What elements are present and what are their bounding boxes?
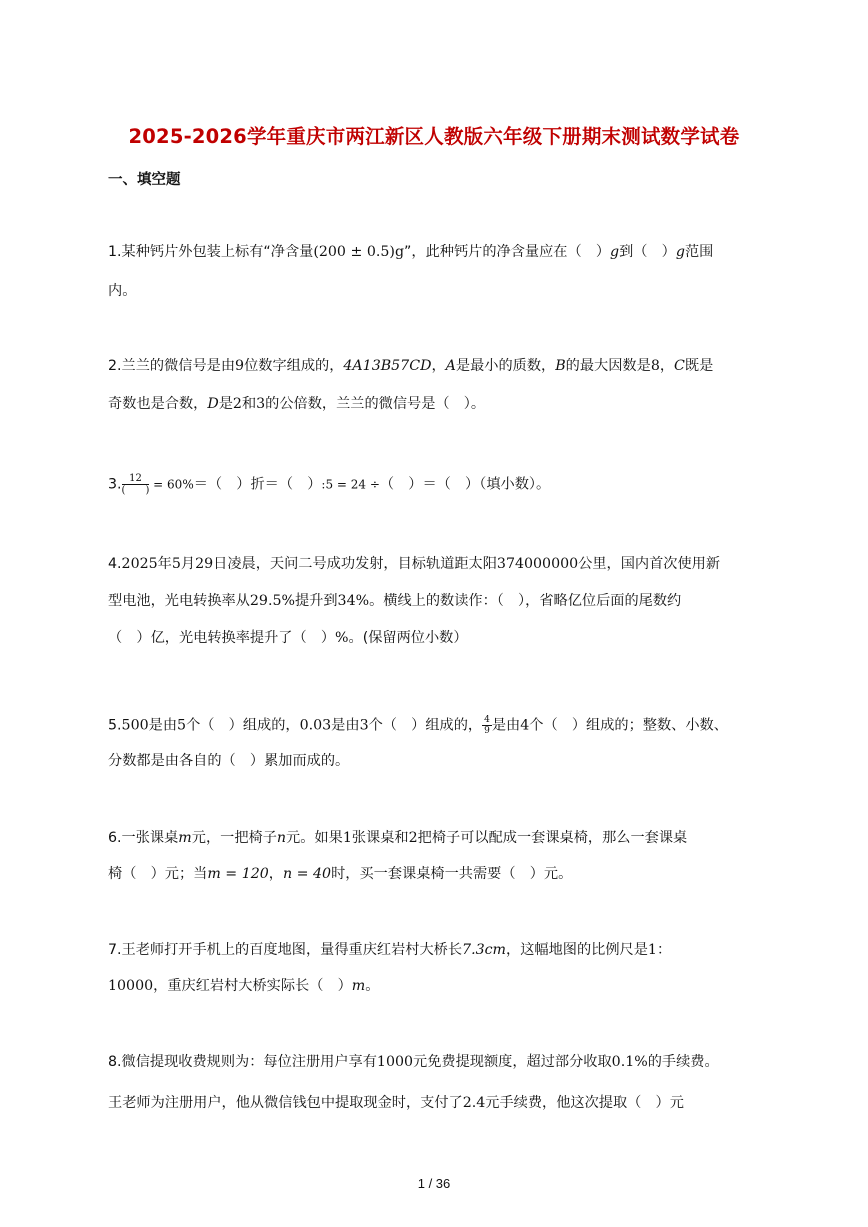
page-title: 2025-2026学年重庆市两江新区人教版六年级下册期末测试数学试卷	[128, 125, 740, 148]
question-1-line-2: 内。	[108, 283, 137, 299]
question-6-line-2: 椅（ ）元；当m = 120，n = 40时，买一套课桌椅一共需要（ ）元。	[108, 866, 573, 882]
question-1-line-1: 1.某种钙片外包装上标有“净含量(200 ± 0.5)g”，此种钙片的净含量应在（ ）g到（ ）g范围	[108, 244, 714, 260]
fraction: $\frac{12}{( )}$	[121, 473, 150, 496]
question-6-line-1: 6.一张课桌m元，一把椅子n元。如果1张课桌和2把椅子可以配成一套课桌椅，那么一套课桌	[108, 830, 688, 846]
question-8-line-2: 王老师为注册用户，他从微信钱包中提取现金时，支付了2.4元手续费，他这次提取（ ）元	[108, 1095, 684, 1111]
fraction: $\frac{4}{9}$	[484, 715, 490, 736]
question-2-line-2: 奇数也是合数，D是2和3的公倍数，兰兰的微信号是（ ）。	[108, 396, 486, 412]
question-2-line-1: 2.兰兰的微信号是由9位数字组成的，4A13B57CD，A是最小的质数，B的最大因数是8，C既是	[108, 358, 714, 374]
question-4-line-1: 4.2025年5月29日凌晨，天问二号成功发射，目标轨道距太阳374000000公里，国内首次使用新	[108, 556, 721, 572]
question-7-line-2: 10000，重庆红岩村大桥实际长（ ）m。	[108, 978, 380, 994]
section-heading: 一、填空题	[108, 172, 181, 188]
question-5-line-2: 分数都是由各自的（ ）累加而成的。	[108, 753, 350, 769]
question-7-line-1: 7.王老师打开手机上的百度地图，量得重庆红岩村大桥长7.3cm，这幅地图的比例尺是1：	[108, 942, 672, 958]
question-3: 3. $\frac{12}{( )}$ = 60%＝（ ）折＝（ ）:5 = 24 ÷（ ）＝（ ）（填小数）。	[108, 473, 551, 496]
page-number: 1 / 36	[417, 1176, 451, 1191]
question-5-line-1: 5.500是由5个（ ）组成的，0.03是由3个（ ）组成的， $\frac{4}{9}$ 是由4个（ ）组成的；整数、小数、	[108, 715, 728, 736]
question-4-line-3: （ ）亿，光电转换率提升了（ ）%。(保留两位小数）	[108, 630, 468, 646]
question-4-line-2: 型电池，光电转换率从29.5%提升到34%。横线上的数读作：（ ），省略亿位后面的尾数约	[108, 593, 682, 609]
question-8-line-1: 8.微信提现收费规则为：每位注册用户享有1000元免费提现额度，超过部分收取0.1%的手续费。	[108, 1054, 719, 1070]
